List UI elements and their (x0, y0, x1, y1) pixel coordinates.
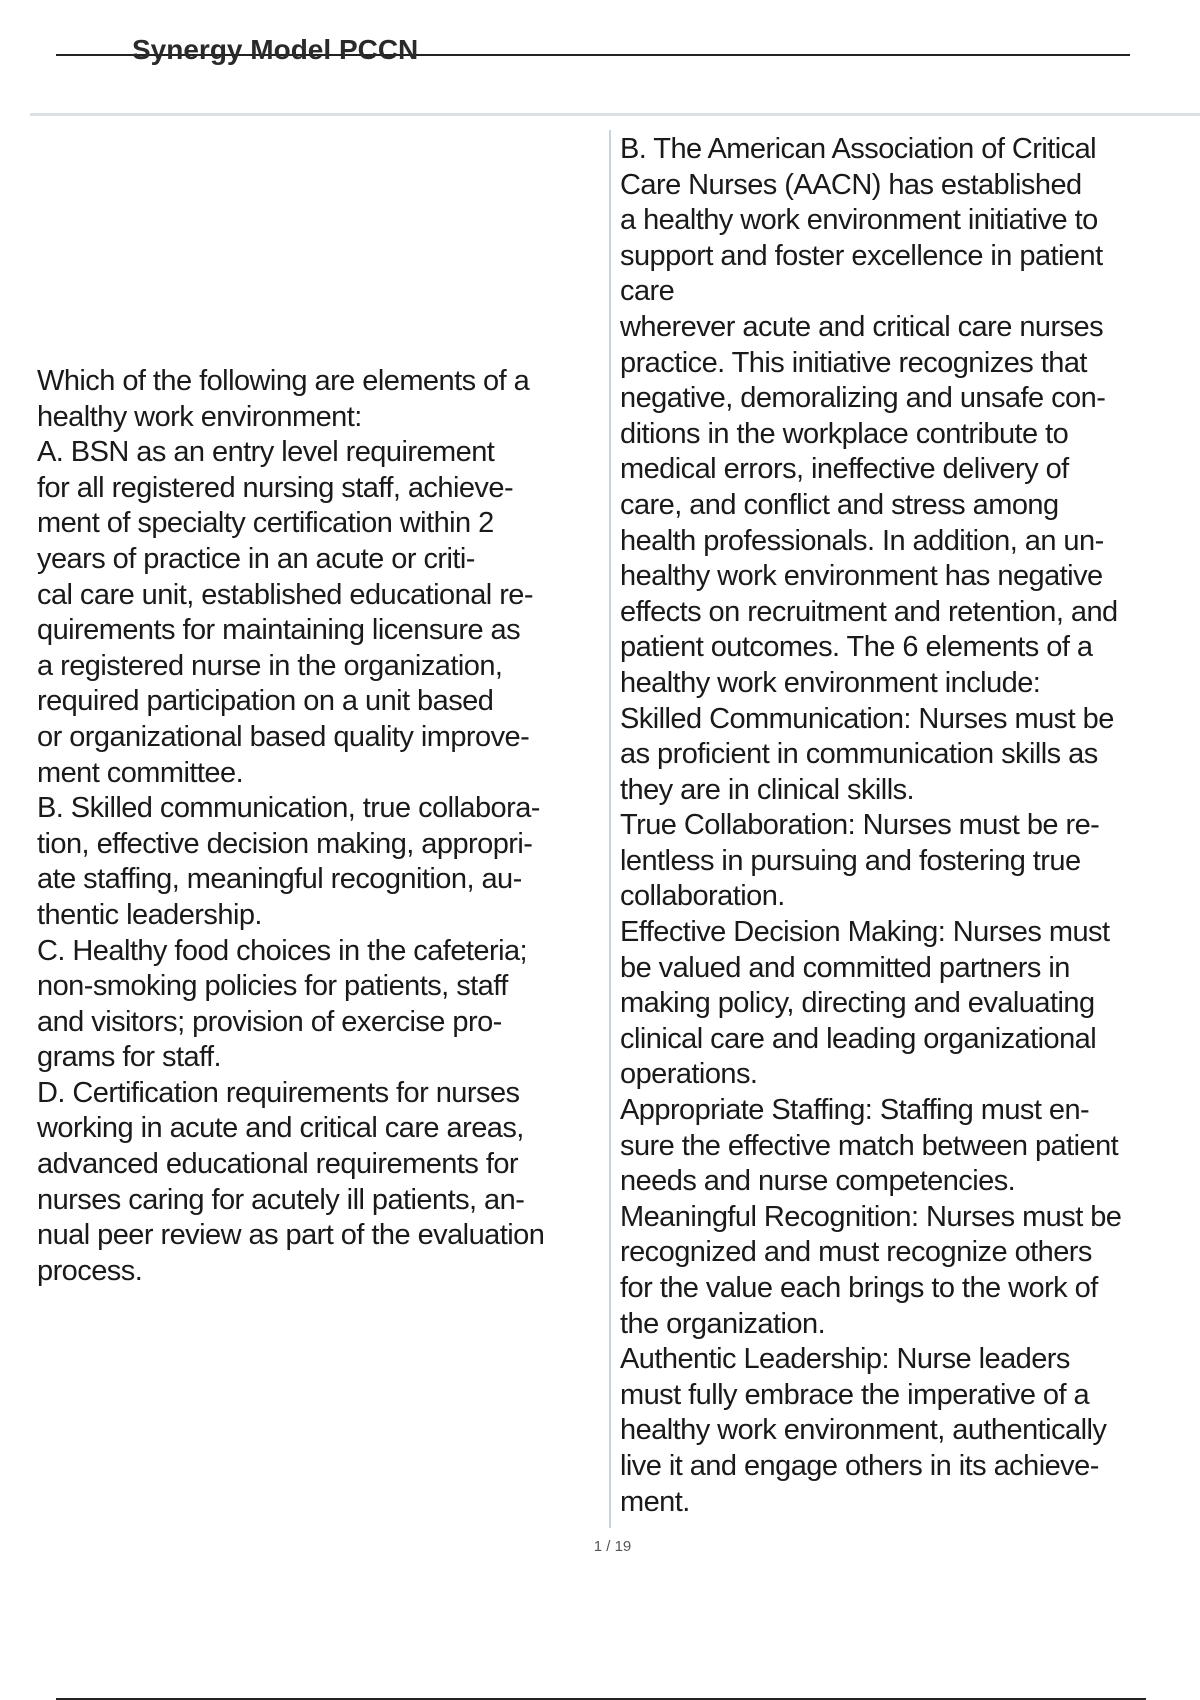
page-number: 1 / 19 (593, 1538, 632, 1555)
flashcard (30, 116, 1200, 1528)
column-divider (609, 130, 611, 1528)
flashcard-question: Which of the following are elements of a healthy work environment: A. BSN as an entry level requirement for all registered nursing staff, achieve- ment of specialty certification within 2 years of practice in an acute or criti- cal care unit, established educational re- quirements for maintaining licensure as a registered nurse in the organization, required participation on a unit based or organizational based quality improve- ment committee. B. Skilled communication, true collabora- tion, effective decision making, appropri- ate staffing, meaningful recognition, au- thentic leadership. C. Healthy food choices in the cafeteria; non-smoking policies for patients, staff and visitors; provision of exercise pro- grams for staff. D. Certification requirements for nurses working in acute and critical care areas, advanced educational requirements for nurses caring for acutely ill patients, an- nual peer review as part of the evaluation process. (37, 365, 545, 1287)
footer-rule-line (56, 1698, 1146, 1700)
document-header (56, 34, 1130, 66)
flashcard-answer: B. The American Association of Critical Care Nurses (AACN) has established a healthy work environment initiative to support and foster excellence in patient care wherever acute and critical care nurses practice. This initiative recognizes that negative, demoralizing and unsafe con- ditions in the workplace contribute to medical errors, ineffective delivery of care, and conflict and stress among health professionals. In addition, an un- healthy work environment has negative effects on recruitment and retention, and patient outcomes. The 6 elements of a healthy work environment include: Skilled Communication: Nurses must be as proficient in communication skills as they are in clinical skills. True Collaboration: Nurses must be re- lentless in pursuing and fostering true collaboration. Effective Decision Making: Nurses must be valued and committed partners in making policy, directing and evaluating clinical care and leading organizational operations. Appropriate Staffing: Staffing must en- sure the effective match between patient needs and nurse competencies. Meaningful Recognition: Nurses must be recognized and must recognize others for the value each brings to the work of the organization. Authentic Leadership: Nurse leaders must fully embrace the imperative of a healthy work environment, authentically live it and engage others in its achieve- ment. (620, 133, 1122, 1518)
document-title: Synergy Model PCCN (132, 34, 419, 65)
